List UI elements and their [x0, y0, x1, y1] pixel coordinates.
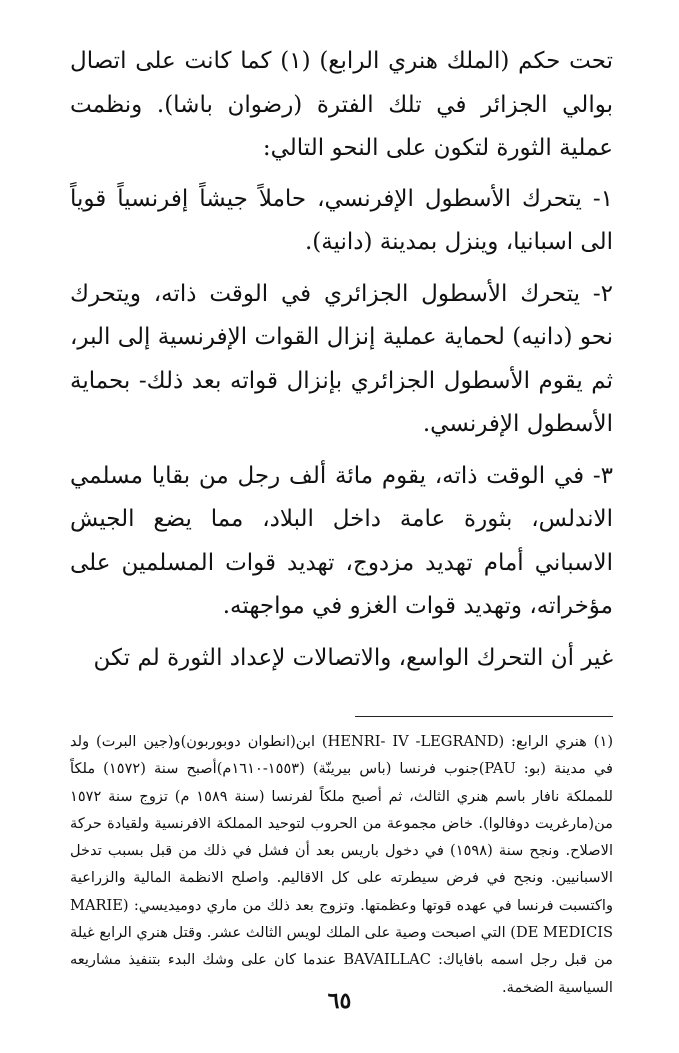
footnotes [70, 728, 613, 1001]
page-number: ٦٥ [327, 988, 352, 1014]
closing-paragraph: غير أن التحرك الواسع، والاتصالات لإعداد الثورة لم تكن [93, 644, 613, 671]
intro-paragraph: تحت حكم (الملك هنري الرابع) (١) كما كانت على اتصال بوالي الجزائر في تلك الفترة (رضوان باشا). ونظمت عملية الثورة لتكون على النحو التالي: [70, 48, 613, 161]
plan-point-3: ٣- في الوقت ذاته، يقوم مائة ألف رجل من بقايا مسلمي الاندلس، بثورة عامة داخل البلاد، مما يضع الجيش الاسباني أمام تهديد مزدوج، تهديد قوات المسلمين على مؤخراته، وتهديد قوات الغزو في مواجهته. [70, 462, 614, 619]
main-text [70, 40, 613, 680]
plan-point-2: ٢- يتحرك الأسطول الجزائري في الوقت ذاته، ويتحرك نحو (دانيه) لحماية عملية إنزال القوات الإفرنسية إلى البر، ثم يقوم الأسطول الجزائري بإنزال قواته بعد ذلك- بحماية الأسطول الإفرنسي. [70, 280, 613, 437]
footnote-1: (١) هنري الرابع: (HENRI- IV -LEGRAND) ابن(انطوان دوبوربون)و(جين البرت) ولد في مدينة (بو: PAU)جنوب فرنسا (باس بيرينّة) (١٥٥٣-١٦١٠م)أصبح سنة (١٥٧٢) ملكاً للمملكة نافار باسم هنري الثالث، ثم أصبح ملكاً لفرنسا (سنة ١٥٨٩ م) تزوج سنة ١٥٧٢ من(مارغريت دوفالوا). خاض مجموعة من الحروب لتوحيد المملكة الافرنسية ولقيادة حركة الاصلاح. ونجح سنة (١٥٩٨) في دخول باريس بعد أن فشل في ذلك من قبل بسبب تدخل الاسبانيين. ونجح في فرض سيطرته على كل الاقاليم. واصلح الانظمة المالية والزراعية واكتسبت فرنسا في عهده قوتها وعظمتها. وتزوج بعد ذلك من ماري دوميديسي: (MARIE DE MEDICIS) التي اصبحت وصية على الملك لويس الثالث عشر. وقتل هنري الرابع غيلة من قبل رجل اسمه بافاياك: BAVAILLAC عندما كان على وشك البدء بتنفيذ مشاريعه السياسية الضخمة. [70, 733, 614, 996]
plan-point-1: ١- يتحرك الأسطول الإفرنسي، حاملاً جيشاً إفرنسياً قوياً الى اسبانيا، وينزل بمدينة (دانية). [70, 185, 613, 255]
footnote-divider [355, 716, 613, 717]
